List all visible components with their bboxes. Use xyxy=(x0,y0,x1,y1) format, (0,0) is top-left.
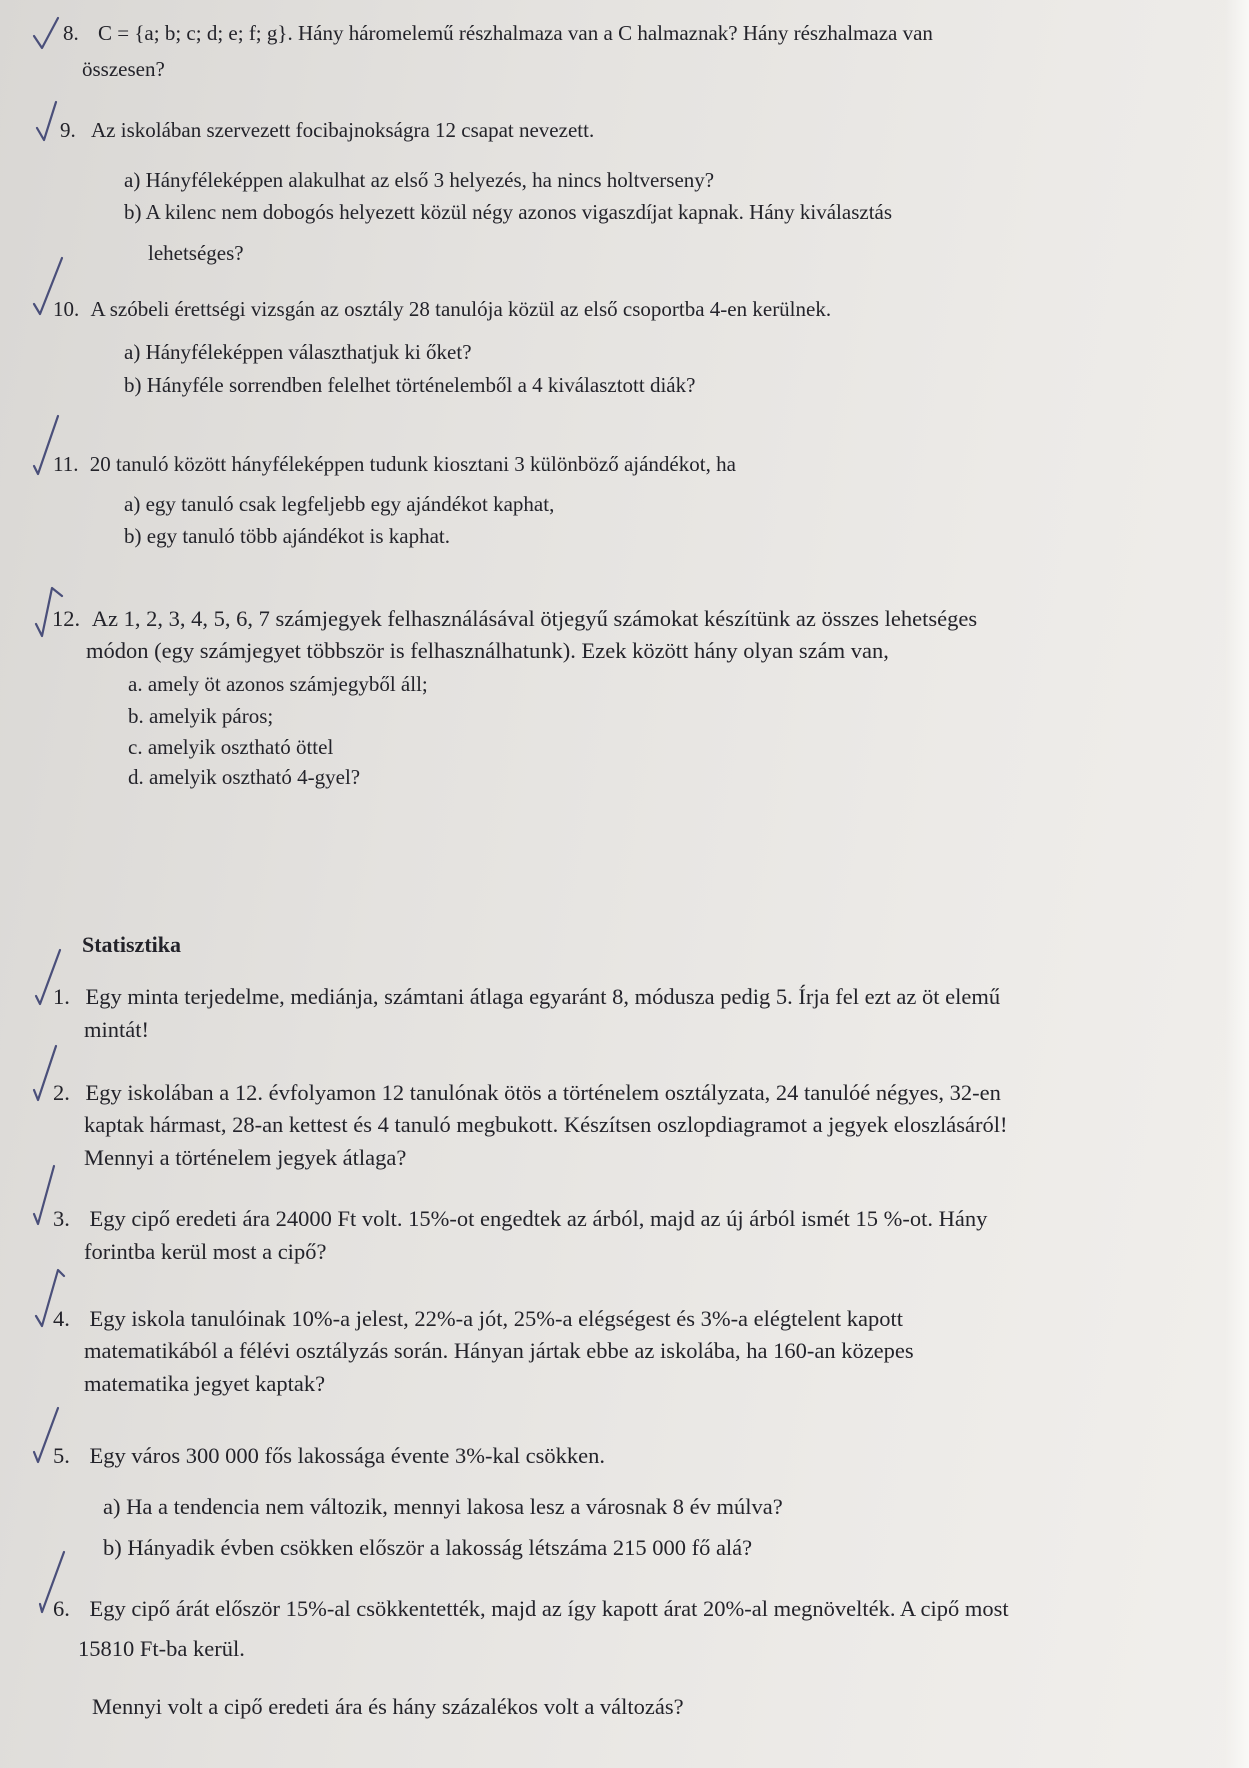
q12-c: c. amelyik osztható öttel xyxy=(128,735,334,759)
check-mark-icon xyxy=(28,14,68,54)
stat-q5-a: a) Ha a tendencia nem változik, mennyi lakosa lesz a városnak 8 év múlva? xyxy=(103,1494,783,1519)
stat-q2-line1 xyxy=(53,1080,1001,1106)
q12-d: d. amelyik osztható 4-gyel? xyxy=(128,765,361,789)
q8-number: 8. xyxy=(63,21,79,45)
stat-q5-line xyxy=(53,1443,605,1469)
check-mark-icon xyxy=(30,1264,70,1336)
section-heading-statistics: Statisztika xyxy=(82,932,181,957)
stat-q4-number: 4. xyxy=(53,1306,70,1331)
stat-q3-line2: forintba kerül most a cipő? xyxy=(84,1239,327,1264)
stat-q5-text: Egy város 300 000 fős lakossága évente 3%-kal csökken. xyxy=(89,1443,605,1468)
q12-line2: módon (egy számjegyet többször is felhasználhatunk). Ezek között hány olyan szám van, xyxy=(86,638,889,663)
stat-q6-line1 xyxy=(53,1596,1009,1622)
check-mark-icon xyxy=(32,96,72,148)
stat-q1-line1 xyxy=(53,984,1000,1010)
q12-line1 xyxy=(52,606,977,632)
stat-q4-text: Egy iskola tanulóinak 10%-a jelest, 22%-a jót, 25%-a elégségest és 3%-a elégtelent kapott xyxy=(89,1306,903,1331)
q9-number: 9. xyxy=(60,118,76,142)
q9-b-line2: lehetséges? xyxy=(148,241,244,265)
stat-q3-number: 3. xyxy=(53,1206,70,1231)
check-mark-icon xyxy=(28,1162,68,1234)
q10-b: b) Hányféle sorrendben felelhet történelemből a 4 kiválasztott diák? xyxy=(124,373,696,397)
stat-q3-line1 xyxy=(53,1206,987,1232)
q8-line2: összesen? xyxy=(82,57,165,81)
q11-number: 11. xyxy=(53,452,79,476)
q12-text: Az 1, 2, 3, 4, 5, 6, 7 számjegyek felhasználásával ötjegyű számokat készítünk az összes lehetséges xyxy=(91,606,978,631)
stat-q5-b: b) Hányadik évben csökken először a lakosság létszáma 215 000 fő alá? xyxy=(103,1535,753,1560)
q10-number: 10. xyxy=(53,297,80,321)
check-mark-icon xyxy=(28,1040,68,1110)
q8-line1 xyxy=(63,20,933,46)
stat-q6-line3: Mennyi volt a cipő eredeti ára és hány százalékos volt a változás? xyxy=(92,1694,684,1719)
q12-a: a. amely öt azonos számjegyből áll; xyxy=(128,672,428,696)
stat-q5-number: 5. xyxy=(53,1443,70,1468)
check-mark-icon xyxy=(28,408,68,480)
page-edge xyxy=(1225,0,1249,1768)
stat-q6-line2: 15810 Ft-ba kerül. xyxy=(78,1636,245,1661)
stat-q4-line3: matematika jegyet kaptak? xyxy=(84,1371,326,1396)
stat-q2-text: Egy iskolában a 12. évfolyamon 12 tanulónak ötös a történelem osztályzata, 24 tanulóé négyes, 32-en xyxy=(85,1080,1001,1105)
q9-b-line1: b) A kilenc nem dobogós helyezett közül négy azonos vigaszdíjat kapnak. Hány kiválasztás xyxy=(124,200,893,224)
stat-q4-line2: matematikából a félévi osztályzás során. Hányan jártak ebbe az iskolába, ha 160-an közepes xyxy=(84,1338,914,1363)
check-mark-icon xyxy=(30,580,70,642)
check-mark-icon xyxy=(30,944,70,1014)
q12-number: 12. xyxy=(52,606,81,631)
check-mark-icon xyxy=(28,1402,68,1472)
q11-line xyxy=(53,451,736,477)
check-mark-icon xyxy=(28,252,68,324)
stat-q6-number: 6. xyxy=(53,1596,70,1621)
q10-text: A szóbeli érettségi vizsgán az osztály 28 tanulója közül az első csoportba 4-en kerülnek. xyxy=(90,297,832,321)
stat-q1-line2: mintát! xyxy=(84,1017,149,1042)
stat-q1-number: 1. xyxy=(53,984,70,1009)
q10-line xyxy=(53,296,831,322)
q11-text: 20 tanuló között hányféleképpen tudunk kiosztani 3 különböző ajándékot, ha xyxy=(89,452,736,476)
stat-q3-text: Egy cipő eredeti ára 24000 Ft volt. 15%-ot engedtek az árból, majd az új árból ismét 15 %-ot. Hány xyxy=(89,1206,988,1231)
q8-text: C = {a; b; c; d; e; f; g}. Hány háromelemű részhalmaza van a C halmaznak? Hány részhalmaza van xyxy=(98,21,933,45)
stat-q2-number: 2. xyxy=(53,1080,70,1105)
q12-b: b. amelyik páros; xyxy=(128,704,274,728)
stat-q1-text: Egy minta terjedelme, mediánja, számtani átlaga egyaránt 8, módusza pedig 5. Írja fel ezt az öt elemű xyxy=(85,984,1001,1009)
stat-q6-text: Egy cipő árát először 15%-al csökkentették, majd az így kapott árat 20%-al megnövelték. A cipő most xyxy=(89,1596,1009,1621)
q9-text: Az iskolában szervezett focibajnokságra 12 csapat nevezett. xyxy=(91,118,595,142)
check-mark-icon xyxy=(28,1546,72,1626)
q10-a: a) Hányféleképpen választhatjuk ki őket? xyxy=(124,340,472,364)
q11-a: a) egy tanuló csak legfeljebb egy ajándékot kaphat, xyxy=(124,492,555,516)
q11-b: b) egy tanuló több ajándékot is kaphat. xyxy=(124,524,451,548)
q9-a: a) Hányféleképpen alakulhat az első 3 helyezés, ha nincs holtverseny? xyxy=(124,168,715,192)
stat-q4-line1 xyxy=(53,1306,903,1332)
q9-line xyxy=(60,117,594,143)
stat-q2-line3: Mennyi a történelem jegyek átlaga? xyxy=(84,1145,407,1170)
stat-q2-line2: kaptak hármast, 28-an kettest és 4 tanuló megbukott. Készítsen oszlopdiagramot a jegyek eloszlásáról! xyxy=(84,1112,1008,1137)
